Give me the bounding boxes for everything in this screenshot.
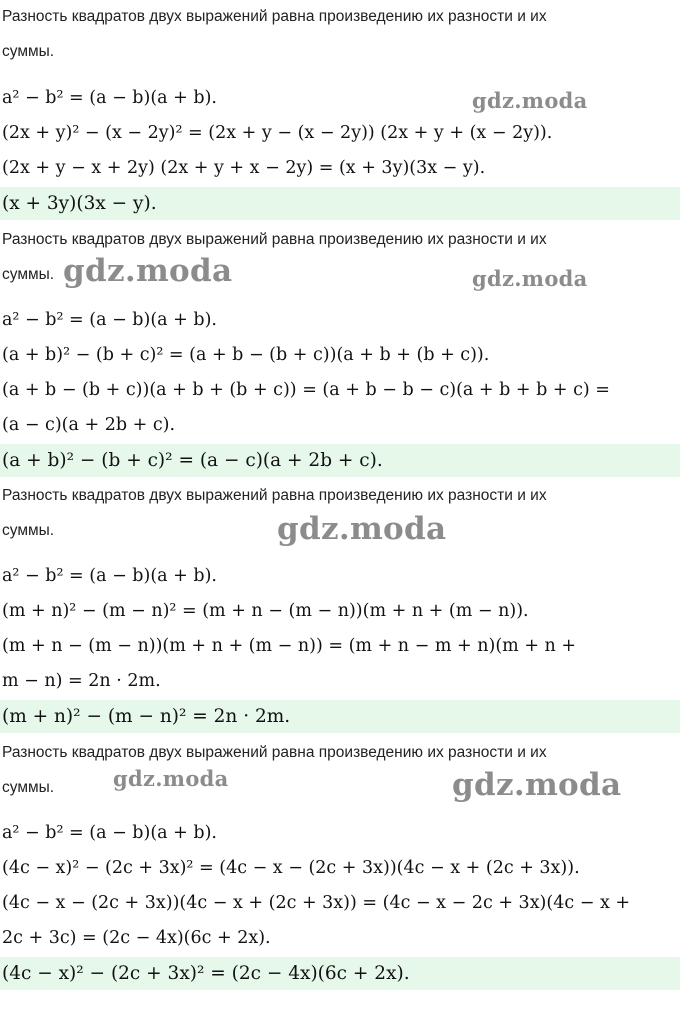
answer-highlight bbox=[0, 187, 680, 220]
solution-line: (2x + y)² − (x − 2y)² = (2x + y − (x − 2y)) (2x + y + (x − 2y)). bbox=[2, 123, 553, 143]
solution-line: m − n) = 2n · 2m. bbox=[2, 671, 161, 691]
watermark: gdz.moda bbox=[277, 511, 447, 547]
solution-line: (m + n − (m − n))(m + n + (m − n)) = (m + n − m + n)(m + n + bbox=[2, 636, 577, 656]
watermark: gdz.moda bbox=[452, 767, 622, 803]
rule-text-line-2: суммы. bbox=[2, 43, 55, 60]
watermark: gdz.moda bbox=[113, 766, 229, 791]
formula-line: a² − b² = (a − b)(a + b). bbox=[2, 310, 217, 330]
solution-line: (m + n)² − (m − n)² = (m + n − (m − n))(m + n + (m − n)). bbox=[2, 601, 529, 621]
solution-line: 2c + 3c) = (2c − 4x)(6c + 2x). bbox=[2, 928, 271, 948]
rule-text-line-1: Разность квадратов двух выражений равна произведению их разности и их bbox=[2, 744, 547, 761]
formula-line: a² − b² = (a − b)(a + b). bbox=[2, 88, 217, 108]
solution-line: (4c − x − (2c + 3x))(4c − x + (2c + 3x)) = (4c − x − 2c + 3x)(4c − x + bbox=[2, 893, 631, 913]
solution-line: (a − c)(a + 2b + c). bbox=[2, 415, 176, 435]
answer-highlight bbox=[0, 957, 680, 990]
formula-line: a² − b² = (a − b)(a + b). bbox=[2, 823, 217, 843]
rule-text-line-2: суммы. bbox=[2, 779, 55, 796]
watermark: gdz.moda bbox=[63, 253, 233, 289]
answer-highlight bbox=[0, 700, 680, 733]
formula-line: a² − b² = (a − b)(a + b). bbox=[2, 566, 217, 586]
answer-text: (m + n)² − (m − n)² = 2n · 2m. bbox=[2, 706, 291, 727]
rule-text-line-2: суммы. bbox=[2, 266, 55, 283]
watermark: gdz.moda bbox=[472, 88, 588, 113]
solution-line: (4c − x)² − (2c + 3x)² = (4c − x − (2c + 3x))(4c − x + (2c + 3x)). bbox=[2, 858, 580, 878]
answer-text: (x + 3y)(3x − y). bbox=[2, 193, 157, 214]
solution-line: (a + b)² − (b + c)² = (a + b − (b + c))(a + b + (b + c)). bbox=[2, 345, 490, 365]
rule-text-line-2: суммы. bbox=[2, 522, 55, 539]
answer-text: (4c − x)² − (2c + 3x)² = (2c − 4x)(6c + 2x). bbox=[2, 963, 410, 984]
rule-text-line-1: Разность квадратов двух выражений равна произведению их разности и их bbox=[2, 487, 547, 504]
solution-line: (a + b − (b + c))(a + b + (b + c)) = (a + b − b − c)(a + b + b + c) = bbox=[2, 380, 610, 400]
rule-text-line-1: Разность квадратов двух выражений равна произведению их разности и их bbox=[2, 231, 547, 248]
answer-text: (a + b)² − (b + c)² = (a − c)(a + 2b + c). bbox=[2, 450, 383, 471]
solution-line: (2x + y − x + 2y) (2x + y + x − 2y) = (x + 3y)(3x − y). bbox=[2, 158, 486, 178]
rule-text-line-1: Разность квадратов двух выражений равна произведению их разности и их bbox=[2, 8, 547, 25]
watermark: gdz.moda bbox=[472, 266, 588, 291]
answer-highlight bbox=[0, 444, 680, 477]
